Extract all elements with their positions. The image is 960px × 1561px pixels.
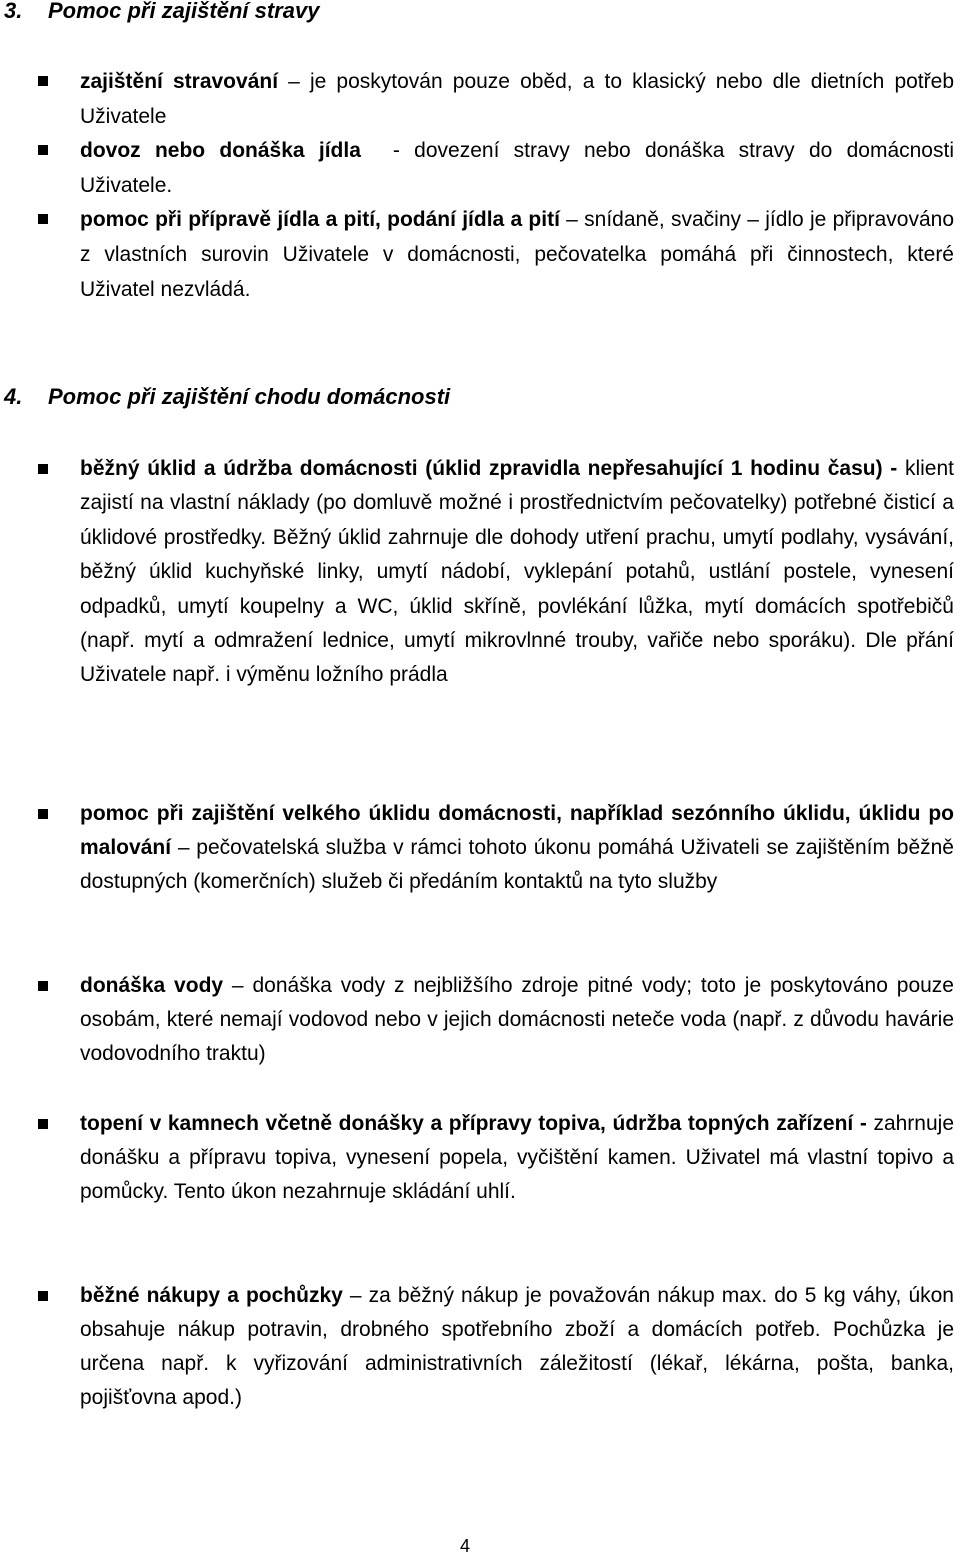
item-bold: pomoc při zajištění velkého úklidu domácnosti, například sezónního úklidu, úklidu po malování [80, 802, 954, 859]
bullet-square-icon [38, 981, 48, 991]
item-bold: zajištění stravování [80, 70, 279, 93]
item-bold: pomoc při přípravě jídla a pití, podání jídla a pití [80, 208, 560, 231]
list-item [38, 202, 954, 307]
section-3-heading [4, 0, 319, 25]
item-bold: topení v kamnech včetně donášky a přípravy topiva, údržba topných zařízení - [80, 1112, 867, 1135]
item-bold: donáška vody [80, 974, 224, 997]
list-item [38, 64, 954, 134]
item-text: zahrnuje donášku a přípravu topiva, vynesení popela, vyčištění kamen. Uživatel má vlastní topivo a pomůcky. Tento úkon nezahrnuje skládání uhlí. [80, 1112, 954, 1203]
section-4-title: Pomoc při zajištění chodu domácnosti [48, 384, 451, 409]
list-item [38, 1279, 954, 1415]
item-bold: běžný úklid a údržba domácnosti (úklid zpravidla nepřesahující 1 hodinu času) - [80, 457, 898, 480]
item-dash [897, 457, 905, 480]
bullet-square-icon [38, 809, 48, 819]
item-text: za běžný nákup je považován nákup max. do 5 kg váhy, úkon obsahuje nákup potravin, drobného spotřebního zboží a domácích potřeb. Pochůzka je určena např. k vyřizování administrativních záležitostí (lékař, lékárna, pošta, banka, pojišťovna apod.) [80, 1284, 954, 1409]
item-text: pečovatelská služba v rámci tohoto úkonu pomáhá Uživateli se zajištěním běžně dostupných (komerčních) služeb či předáním kontaktů na tyto služby [80, 836, 954, 893]
item-text: klient zajistí na vlastní náklady (po domluvě možné i prostřednictvím pečovatelky) potřebné čisticí a úklidové prostředky. Běžný úklid zahrnuje dle dohody utření prachu, umytí podlahy, vysávání, běžný úklid kuchyňské linky, umytí nádobí, vyklepání potahů, ustlání postele, vynesení odpadků, umytí koupelny a WC, úklid skříně, povlékání lůžka, mytí domácích spotřebičů (např. mytí a odmražení lednice, umytí mikrovlnné trouby, vařiče nebo sporáku). Dle přání Uživatele např. i výměnu ložního prádla [80, 457, 954, 687]
item-bold: běžné nákupy a pochůzky [80, 1284, 343, 1307]
section-3-number: 3. [4, 0, 23, 23]
item-text: donáška vody z nejbližšího zdroje pitné vody; toto je poskytováno pouze osobám, které nemají vodovod nebo v jejich domácnosti neteče voda (např. z důvodu havárie vodovodního traktu) [80, 974, 954, 1065]
item-text: je poskytován pouze oběd, a to klasický nebo dle dietních potřeb Uživatele [80, 70, 954, 128]
section-3-title: Pomoc při zajištění stravy [48, 0, 320, 23]
item-text: snídaně, svačiny – jídlo je připravováno z vlastních surovin Uživatele v domácnosti, pečovatelka pomáhá při činnostech, které Uživatel nezvládá. [80, 208, 954, 301]
list-item [38, 969, 954, 1071]
bullet-square-icon [38, 214, 48, 224]
bullet-square-icon [38, 464, 48, 474]
bullet-square-icon [38, 145, 48, 155]
bullet-square-icon [38, 76, 48, 86]
list-item [38, 1107, 954, 1209]
item-dash: – [559, 208, 585, 231]
list-item [38, 452, 954, 693]
item-text: - dovezení stravy nebo donáška stravy do domácnosti Uživatele. [80, 139, 954, 197]
item-dash: – [278, 70, 310, 93]
item-bold: dovoz nebo donáška jídla [80, 139, 361, 162]
item-dash: – [342, 1284, 369, 1307]
list-item [38, 133, 954, 203]
section-4-number: 4. [4, 384, 23, 409]
bullet-square-icon [38, 1291, 48, 1301]
bullet-square-icon [38, 1119, 48, 1129]
item-dash: – [223, 974, 253, 997]
item-dash: – [171, 836, 197, 859]
section-4-heading [4, 383, 450, 411]
list-item [38, 797, 954, 899]
page-number: 4 [459, 1536, 470, 1556]
